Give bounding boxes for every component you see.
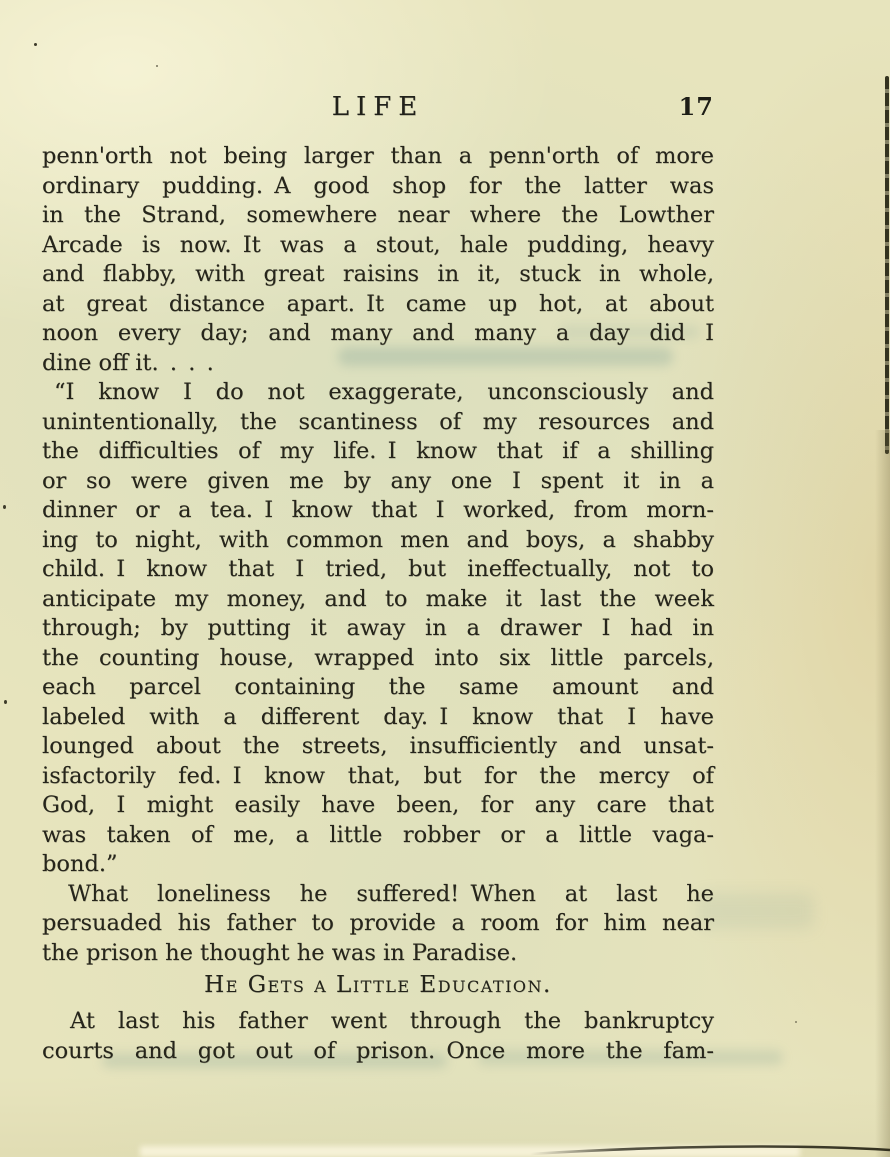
page-edge-shadow xyxy=(875,430,890,1157)
text-line: or so were given me by any one I spent it in a xyxy=(42,467,714,494)
text-line: the counting house, wrapped into six little parcels, xyxy=(42,644,714,671)
paper-speck xyxy=(4,700,7,704)
text-line: through; by putting it away in a drawer I had in xyxy=(42,615,714,641)
text-line: anticipate my money, and to make it last the week xyxy=(42,585,714,612)
paper-speck xyxy=(3,505,6,509)
text-line: ordinary pudding. A good shop for the latter was xyxy=(42,172,714,199)
text-line: noon every day; and many and many a day did I xyxy=(42,320,714,346)
text-line: and flabby, with great raisins in it, stuck in whole, xyxy=(42,261,714,287)
paragraph xyxy=(42,1007,714,1066)
text-line: each parcel containing the same amount and xyxy=(42,674,714,700)
text-line: unintentionally, the scantiness of my resources and xyxy=(42,408,714,435)
text-line: child. I know that I tried, but ineffectually, not to xyxy=(42,556,714,582)
paper-speck xyxy=(34,43,37,46)
text-line: labeled with a different day. I know that I have xyxy=(42,703,714,730)
text-line: God, I might easily have been, for any care that xyxy=(42,792,714,818)
text-line: Arcade is now. It was a stout, hale pudding, heavy xyxy=(42,231,714,258)
section-heading: He Gets a Little Education. xyxy=(204,972,552,998)
text-line: dine off it. . . . xyxy=(42,349,214,376)
text-line: persuaded his father to provide a room for him near xyxy=(42,910,714,936)
bottom-edge-curve xyxy=(0,1137,890,1157)
running-title: LIFE xyxy=(331,92,425,122)
text-line: the difficulties of my life. I know that if a shilling xyxy=(42,438,714,464)
page-number: 17 xyxy=(678,92,714,121)
show-through-ghost xyxy=(698,893,814,929)
paper-speck xyxy=(795,1021,797,1023)
text-line: the prison he thought he was in Paradise. xyxy=(42,939,518,966)
text-line: bond.” xyxy=(42,851,118,877)
text-line: lounged about the streets, insufficiently and unsat- xyxy=(42,733,714,759)
text-line: At last his father went through the bankruptcy xyxy=(70,1008,714,1034)
paragraph xyxy=(42,880,714,969)
text-line: ing to night, with common men and boys, a shabby xyxy=(42,526,714,553)
text-line: in the Strand, somewhere near where the Lowther xyxy=(42,202,714,228)
text-line: What loneliness he suffered! When at last he xyxy=(68,880,714,907)
text-line: dinner or a tea. I know that I worked, from morn- xyxy=(42,497,714,523)
text-line: was taken of me, a little robber or a little vaga- xyxy=(42,821,714,848)
text-line: courts and got out of prison. Once more the fam- xyxy=(42,1037,714,1064)
text-line: isfactorily fed. I know that, but for the mercy of xyxy=(42,762,714,789)
text-line: at great distance apart. It came up hot, at about xyxy=(42,290,714,317)
page-header xyxy=(42,92,714,126)
page-text xyxy=(42,142,714,1066)
page-edge-line xyxy=(885,76,889,454)
text-line: penn'orth not being larger than a penn'orth of more xyxy=(42,143,714,169)
paragraph xyxy=(42,142,714,378)
paragraph xyxy=(42,378,714,880)
text-line: “I know I do not exaggerate, unconsciously and xyxy=(54,379,714,405)
paper-speck xyxy=(156,65,158,67)
